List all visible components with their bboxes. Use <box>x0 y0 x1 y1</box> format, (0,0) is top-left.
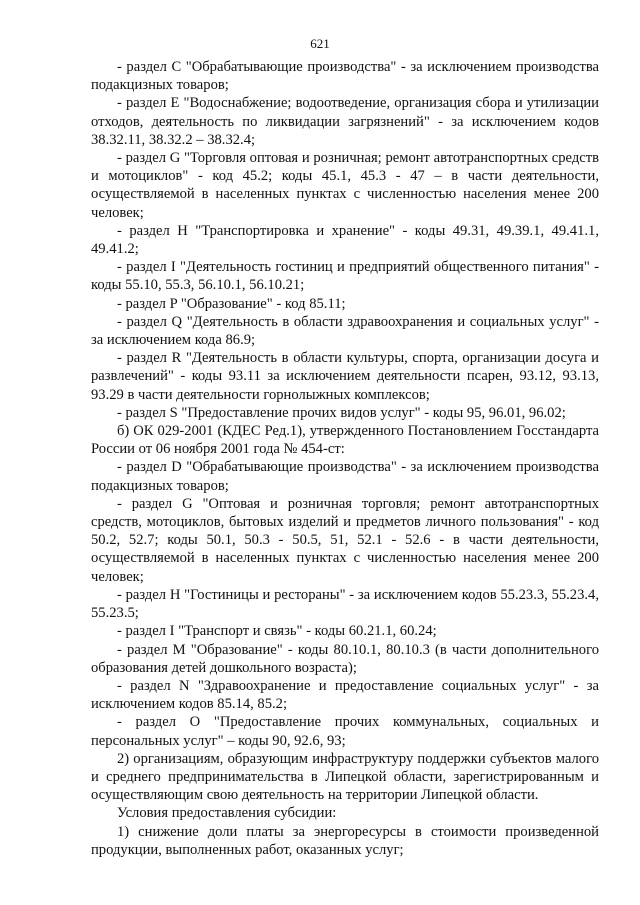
paragraph: 2) организациям, образующим инфраструктуру поддержки субъектов малого и среднего предпринимательства в Липецкой области, зарегистрированным и осуществляющим свою деятельность на территории Липецкой области. <box>91 750 599 804</box>
paragraph: - раздел P "Образование" - код 85.11; <box>117 295 346 312</box>
paragraph: - раздел M "Образование" - коды 80.10.1, 80.10.3 (в части дополнительного образования детей дошкольного возраста); <box>91 641 599 676</box>
document-body <box>91 58 599 859</box>
paragraph: Условия предоставления субсидии: <box>117 805 337 822</box>
paragraph: - раздел I "Транспорт и связь" - коды 60.21.1, 60.24; <box>117 623 437 640</box>
paragraph: - раздел I "Деятельность гостиниц и предприятий общественного питания" - коды 55.10, 55.3, 56.10.1, 56.10.21; <box>91 259 599 294</box>
paragraph: - раздел H "Транспортировка и хранение" - коды 49.31, 49.39.1, 49.41.1, 49.41.2; <box>91 222 599 258</box>
paragraph: - раздел G "Оптовая и розничная торговля; ремонт автотранспортных средств, мотоциклов, бытовых изделий и предметов личного пользования" - код 50.2, 52.7; коды 50.1, 50.3 - 50.5, 51, 52.1 - 52.6 - в части деятельности, осуществляемой в населенных пунктах с численностью населения менее 200 человек; <box>91 495 599 585</box>
paragraph: - раздел Q "Деятельность в области здравоохранения и социальных услуг" - за исключением кода 86.9; <box>91 313 599 349</box>
page-number: 621 <box>310 36 330 51</box>
paragraph: - раздел H "Гостиницы и рестораны" - за исключением кодов 55.23.3, 55.23.4, 55.23.5; <box>91 586 599 622</box>
paragraph: - раздел C "Обрабатывающие производства" - за исключением производства подакцизных товаров; <box>91 59 599 94</box>
paragraph: 1) снижение доли платы за энергоресурсы в стоимости произведенной продукции, выполненных работ, оказанных услуг; <box>91 823 599 858</box>
paragraph: - раздел E "Водоснабжение; водоотведение, организация сбора и утилизации отходов, деятельность по ликвидации загрязнений" - за исключением кодов 38.32.11, 38.32.2 – 38.32.4; <box>91 95 599 148</box>
paragraph: - раздел S "Предоставление прочих видов услуг" - коды 95, 96.01, 96.02; <box>117 404 566 421</box>
paragraph: - раздел G "Торговля оптовая и розничная; ремонт автотранспортных средств и мотоциклов" - код 45.2; коды 45.1, 45.3 - 47 – в части деятельности, осуществляемой в населенных пунктах с численностью населения менее 200 человек; <box>91 150 599 221</box>
paragraph: - раздел N "Здравоохранение и предоставление социальных услуг" - за исключением кодов 85.14, 85.2; <box>91 677 599 713</box>
paragraph: - раздел D "Обрабатывающие производства" - за исключением производства подакцизных товаров; <box>91 459 599 494</box>
paragraph: - раздел O "Предоставление прочих коммунальных, социальных и персональных услуг" – коды 90, 92.6, 93; <box>91 714 599 749</box>
paragraph: б) ОК 029-2001 (КДЕС Ред.1), утвержденного Постановлением Госстандарта России от 06 ноября 2001 года № 454-ст: <box>91 423 599 458</box>
paragraph: - раздел R "Деятельность в области культуры, спорта, организации досуга и развлечений" - коды 93.11 за исключением деятельности псарен, 93.12, 93.13, 93.29 в части деятельности горнолыжных комплексов; <box>91 350 599 403</box>
